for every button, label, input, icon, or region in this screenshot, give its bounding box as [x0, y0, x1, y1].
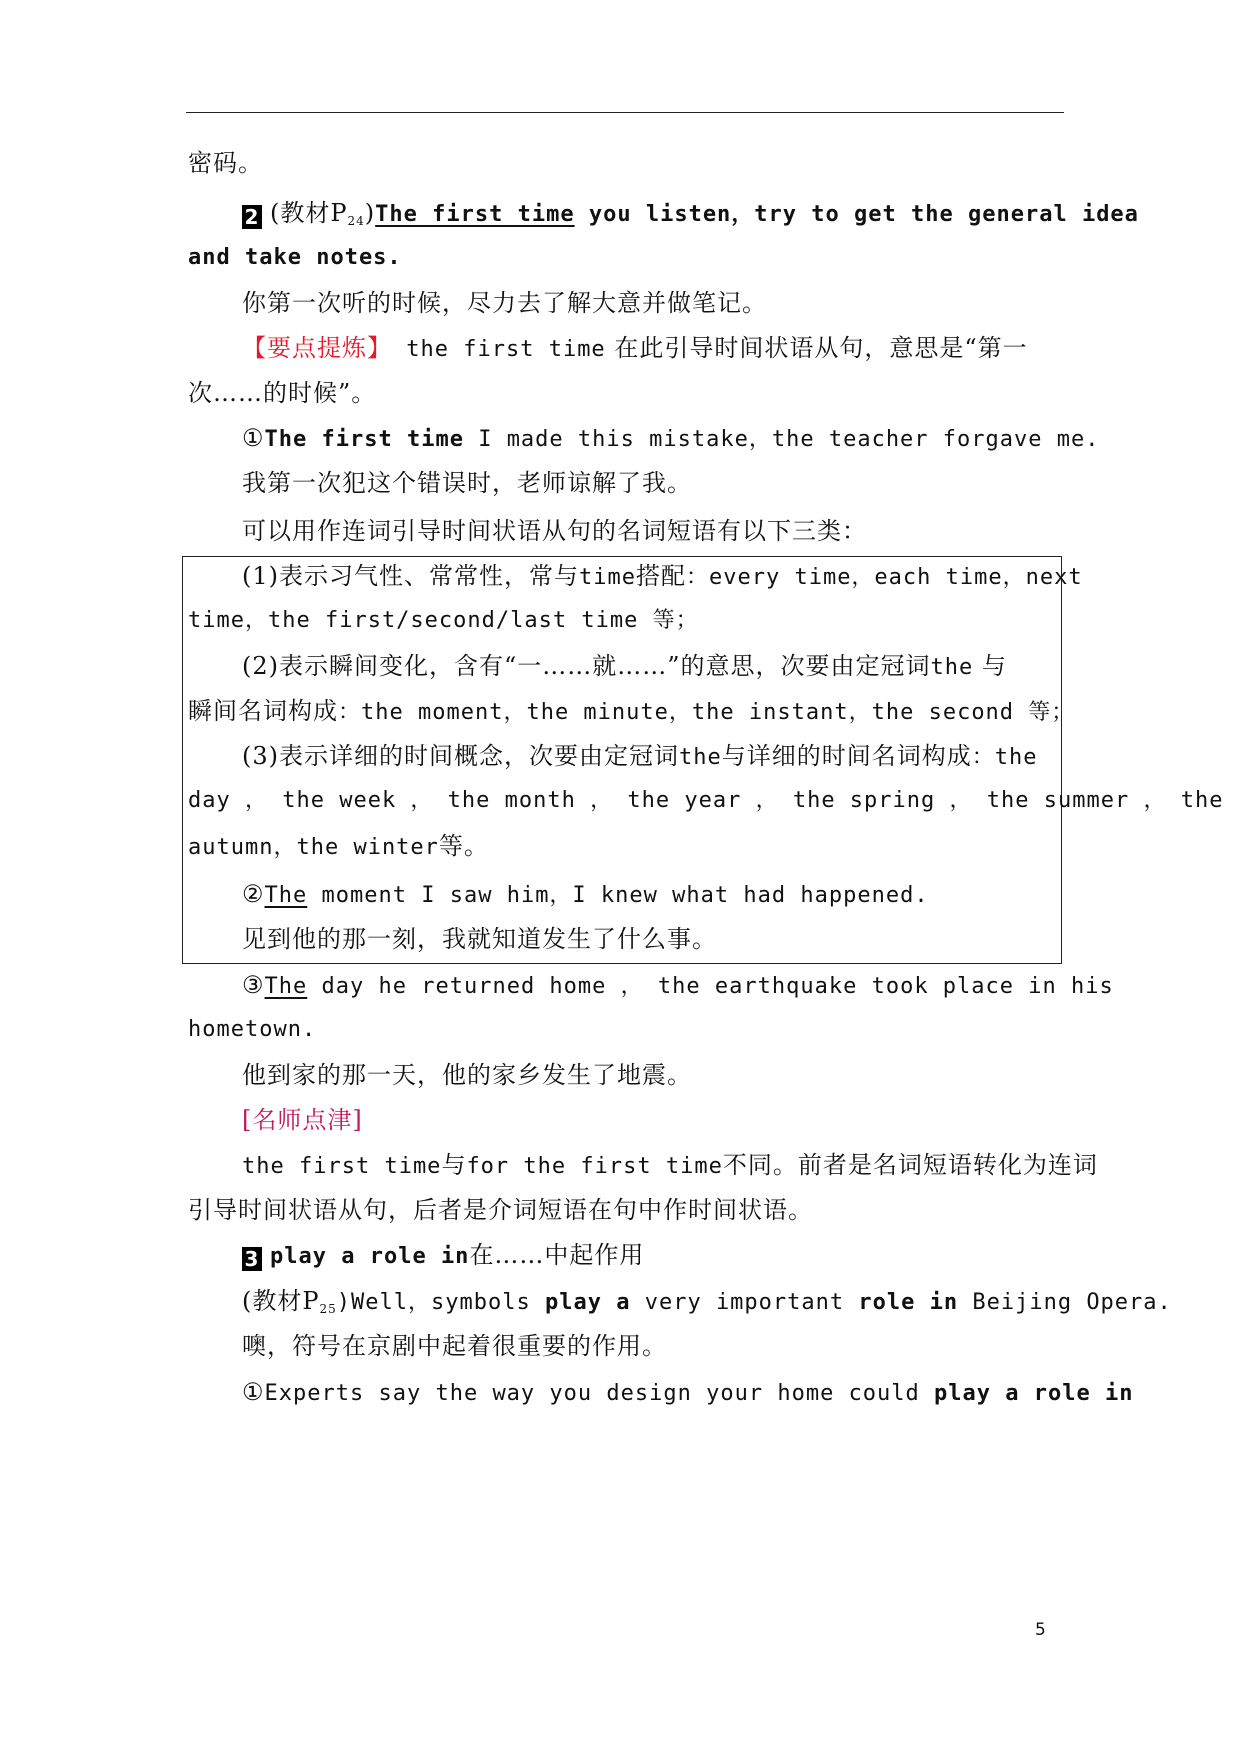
source-line: (教材$P_{25})Well$，symbols play a very important role in Beijing Opera. — [242, 1287, 1172, 1316]
note-line: (2)表示瞬间变化，含有“一……就……”的意思，次要由定冠词the 与 — [242, 652, 1007, 680]
tip-line: 引导时间状语从句，后者是介词短语在句中作时间状语。 — [188, 1196, 813, 1224]
note-line: day ， the week ， the month ， the year ， the spring ， the summer ， the — [188, 788, 1224, 813]
example-line: ①The first time I made this mistake，the teacher forgave me. — [242, 424, 1100, 452]
example-line: ③The day he returned home ， the earthquake took place in his — [242, 971, 1114, 999]
translation-line: 你第一次听的时候，尽力去了解大意并做笔记。 — [242, 289, 767, 317]
key-phrase: play a role in — [270, 1244, 470, 1269]
point-2-heading: 2 (教材$P_{24})The$ first time you listen，try to get the general idea — [242, 196, 1139, 232]
teacher-tip-tag: [名师点津] — [242, 1106, 363, 1134]
translation-line: 见到他的那一刻，我就知道发生了什么事。 — [242, 925, 717, 953]
header-rule — [186, 112, 1064, 113]
note-line: (3)表示详细的时间概念，次要由定冠词the与详细的时间名词构成：the — [242, 742, 1038, 770]
page-number: 5 — [1035, 1620, 1046, 1640]
translation-line: 他到家的那一天，他的家乡发生了地震。 — [242, 1061, 692, 1089]
point-number-badge: 3 — [242, 1247, 262, 1271]
key-points-line: 【要点提炼】 the first time 在此引导时间状语从句，意思是“第一 — [242, 334, 1028, 362]
tip-line: the first time与for the first time不同。前者是名词短语转化为连词 — [242, 1151, 1098, 1179]
note-line: (1)表示习气性、常常性，常与time搭配：every time，each time，next — [242, 562, 1083, 590]
note-line: time，the first/second/last time 等； — [188, 608, 699, 633]
text-line: 次……的时候”。 — [188, 379, 377, 407]
note-line: autumn，the winter等。 — [188, 832, 489, 860]
example-line: ①Experts say the way you design your home could play a role in — [242, 1378, 1134, 1406]
text-line: 密码。 — [188, 149, 263, 177]
key-points-tag: 【要点提炼】 — [242, 334, 392, 362]
text-line: and take notes. — [188, 245, 402, 270]
note-line: 可以用作连词引导时间状语从句的名词短语有以下三类： — [242, 517, 867, 545]
point-3-heading: 3 play a role in在……中起作用 — [242, 1238, 644, 1274]
text-line: hometown. — [188, 1017, 317, 1042]
translation-line: 噢，符号在京剧中起着很重要的作用。 — [242, 1332, 667, 1360]
example-line: ②The moment I saw him，I knew what had happened. — [242, 880, 929, 908]
translation-line: 我第一次犯这个错误时，老师谅解了我。 — [242, 469, 692, 497]
note-line: 瞬间名词构成：the moment，the minute，the instant，the second 等； — [188, 697, 1075, 725]
key-phrase: The first time — [375, 202, 575, 227]
point-number-badge: 2 — [242, 205, 262, 229]
